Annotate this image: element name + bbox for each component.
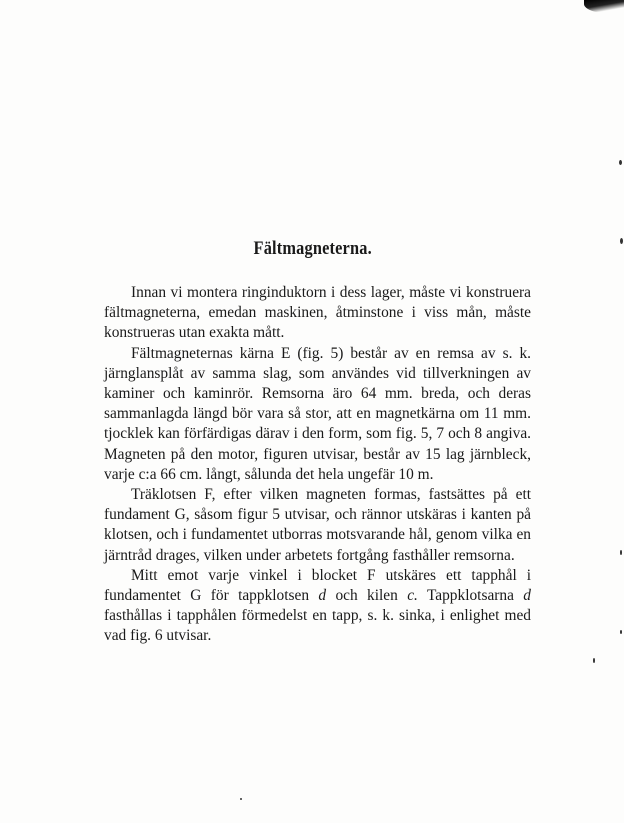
- paragraph-4-italic-c: c.: [407, 587, 418, 605]
- scan-speck: [593, 658, 595, 663]
- paragraph-2: Fältmagneternas kärna E (fig. 5) består av en remsa av s. k. järnglansplåt av samma slag, som användes vid tillverkningen av kaminer och kaminrör. Remsorna äro 64 mm. breda, och deras sammanlagda längd bör vara så stor, att en magnetkärna om 11 mm. tjocklek kan förfärdigas därav i den form, som fig. 5, 7 och 8 angiva. Magneten på den motor, figuren utvisar, består av 15 lag järnbleck, varje c:a 66 cm. långt, sålunda det hela ungefär 10 m.: [104, 344, 531, 483]
- paragraph-1: Innan vi montera ringinduktorn i dess lager, måste vi konstruera fältmagneterna, emedan maskinen, åtminstone i viss mån, måste konstrueras utan exakta mått.: [104, 284, 531, 342]
- paragraph-4-text-b: och kilen: [326, 587, 408, 605]
- scan-speck: [620, 630, 622, 634]
- body-text: [104, 283, 531, 647]
- scan-speck: [240, 798, 242, 800]
- paragraph-4-text-a: Mitt emot varje vinkel i blocket F utskäres ett tapphål i fundamentet G för tappklotsen: [104, 566, 531, 605]
- paragraph-4-text-d: fasthållas i tapphålen förmedelst en tapp, s. k. sinka, i enlighet med vad fig. 6 utvisar.: [104, 607, 531, 645]
- chapter-title: Fältmagneterna.: [253, 238, 372, 259]
- page-corner-shadow: [584, 0, 624, 14]
- scan-speck: [620, 238, 623, 244]
- paragraph-3: Träklotsen F, efter vilken magneten formas, fastsättes på ett fundament G, såsom figur 5 utvisar, och rännor utskäras i kanten på klotsen, och i fundamentet utborras motsvarande hål, genom vilka en järntråd drages, vilken under arbetets fortgång fasthåller remsorna.: [104, 486, 531, 564]
- paragraph-4: [104, 566, 531, 647]
- paragraph-4-text-c: Tappklotsarna: [417, 587, 524, 605]
- scan-speck: [620, 550, 622, 555]
- paragraph-4-italic-d2: d: [523, 587, 531, 605]
- paragraph-4-italic-d: d: [318, 587, 327, 605]
- scan-speck: [619, 160, 622, 165]
